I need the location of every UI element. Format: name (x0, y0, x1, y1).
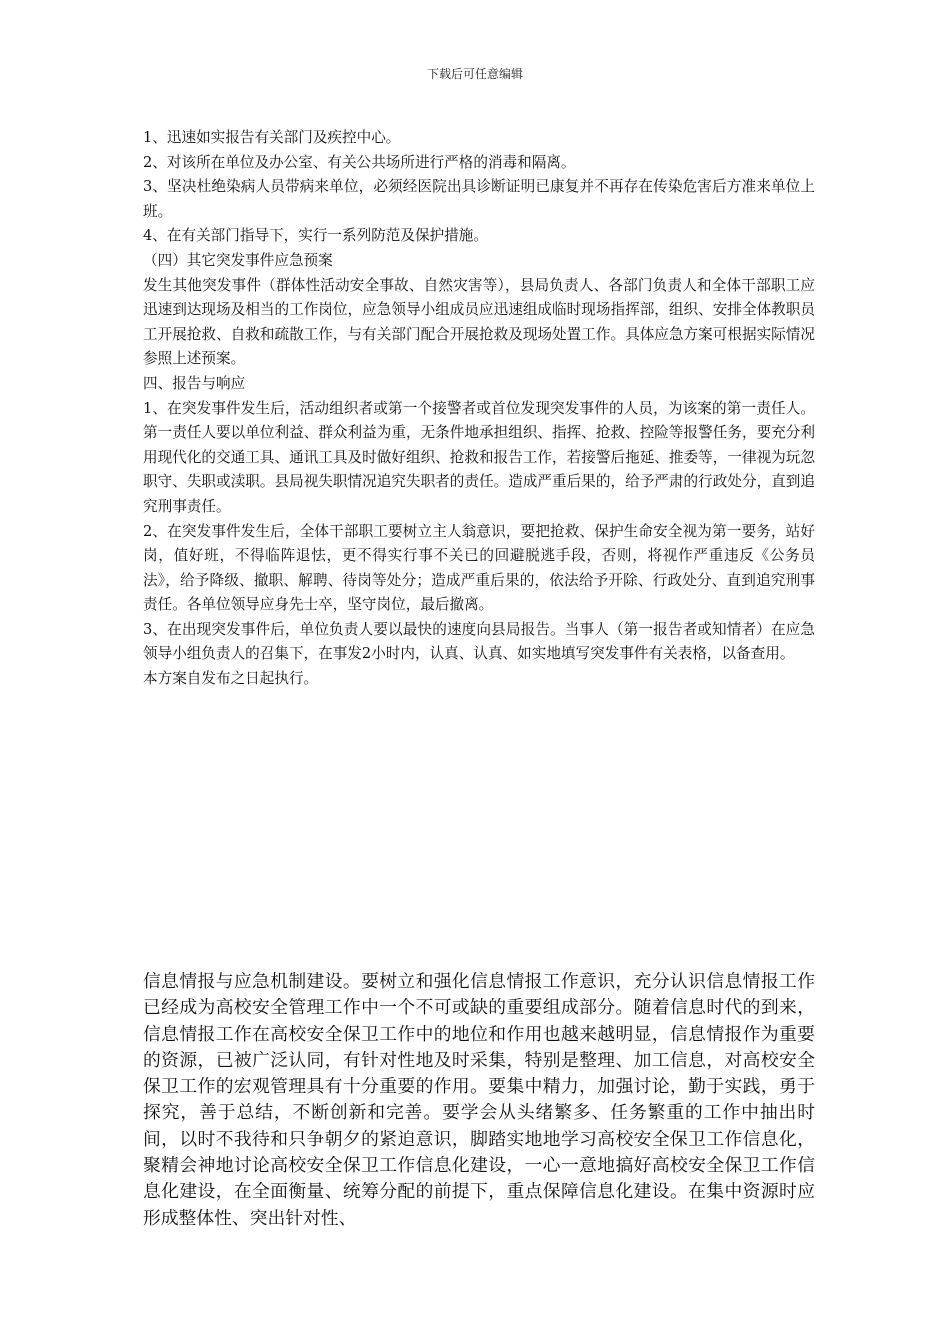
paragraph: 4、在有关部门指导下，实行一系列防范及保护措施。 (143, 227, 488, 245)
page-header: 下载后可任意编辑 (426, 67, 523, 81)
section-heading: （四）其它突发事件应急预案 (143, 251, 333, 269)
paragraph: 2、对该所在单位及办公室、有关公共场所进行严格的消毒和隔离。 (143, 153, 576, 171)
paragraph: 3、坚决杜绝染病人员带病来单位，必须经医院出具诊断证明已康复并不再存在传染危害后方准来单位上班。 (143, 178, 815, 220)
document-section-information (143, 969, 815, 1232)
paragraph: 信息情报与应急机制建设。要树立和强化信息情报工作意识，充分认识信息情报工作已经成为高校安全管理工作中一个不可或缺的重要组成部分。随着信息时代的到来，信息情报工作在高校安全保卫工作中的地位和作用也越来越明显，信息情报作为重要的资源，已被广泛认同，有针对性地及时采集，特别是整理、加工信息，对高校安全保卫工作的宏观管理具有十分重要的作用。要集中精力，加强讨论，勤于实践，勇于探究，善于总结，不断创新和完善。要学会从头绪繁多、任务繁重的工作中抽出时间，以时不我待和只争朝夕的紧迫意识，脚踏实地地学习高校安全保卫工作信息化，聚精会神地讨论高校安全保卫工作信息化建设，一心一意地搞好高校安全保卫工作信息化建设，在全面衡量、统筹分配的前提下，重点保障信息化建设。在集中资源时应形成整体性、突出针对性、 (143, 971, 815, 1229)
paragraph: 发生其他突发事件（群体性活动安全事故、自然灾害等），县局负责人、各部门负责人和全体干部职工应迅速到达现场及相当的工作岗位，应急领导小组成员应迅速组成临时现场指挥部，组织、安排全体教职员工开展抢救、自救和疏散工作，与有关部门配合开展抢救及现场处置工作。具体应急方案可根据实际情况参照上述预案。 (143, 276, 815, 368)
paragraph: 2、在突发事件发生后，全体干部职工要树立主人翁意识，要把抢救、保护生命安全视为第一要务，站好岗，值好班，不得临阵退怯，更不得实行事不关已的回避脱逃手段，否则，将视作严重违反《公务员法》，给予降级、撤职、解聘、待岗等处分；造成严重后果的，依法给予开除、行政处分、直到追究刑事责任。各单位领导应身先士卒，坚守岗位，最后撤离。 (143, 522, 815, 614)
section-heading: 四、报告与响应 (143, 374, 246, 392)
paragraph: 3、在出现突发事件后，单位负责人要以最快的速度向县局报告。当事人（第一报告者或知情者）在应急领导小组负责人的召集下，在事发2小时内，认真、认真、如实地填写突发事件有关表格，以备查用。 (143, 620, 815, 663)
paragraph: 1、在突发事件发生后，活动组织者或第一个接警者或首位发现突发事件的人员，为该案的第一责任人。第一责任人要以单位利益、群众利益为重，无条件地承担组织、指挥、抢救、控险等报警任务，要充分利用现代化的交通工具、通讯工具及时做好组织、抢救和报告工作，若接警后拖延、推委等，一律视为玩忽职守、失职或渎职。县局视失职情况追究失职者的责任。造成严重后果的，给予严肃的行政处分，直到追究刑事责任。 (143, 399, 815, 515)
paragraph: 本方案自发布之日起执行。 (143, 670, 319, 688)
paragraph: 1、迅速如实报告有关部门及疾控中心。 (143, 129, 401, 146)
document-section-emergency-plan (143, 126, 815, 692)
